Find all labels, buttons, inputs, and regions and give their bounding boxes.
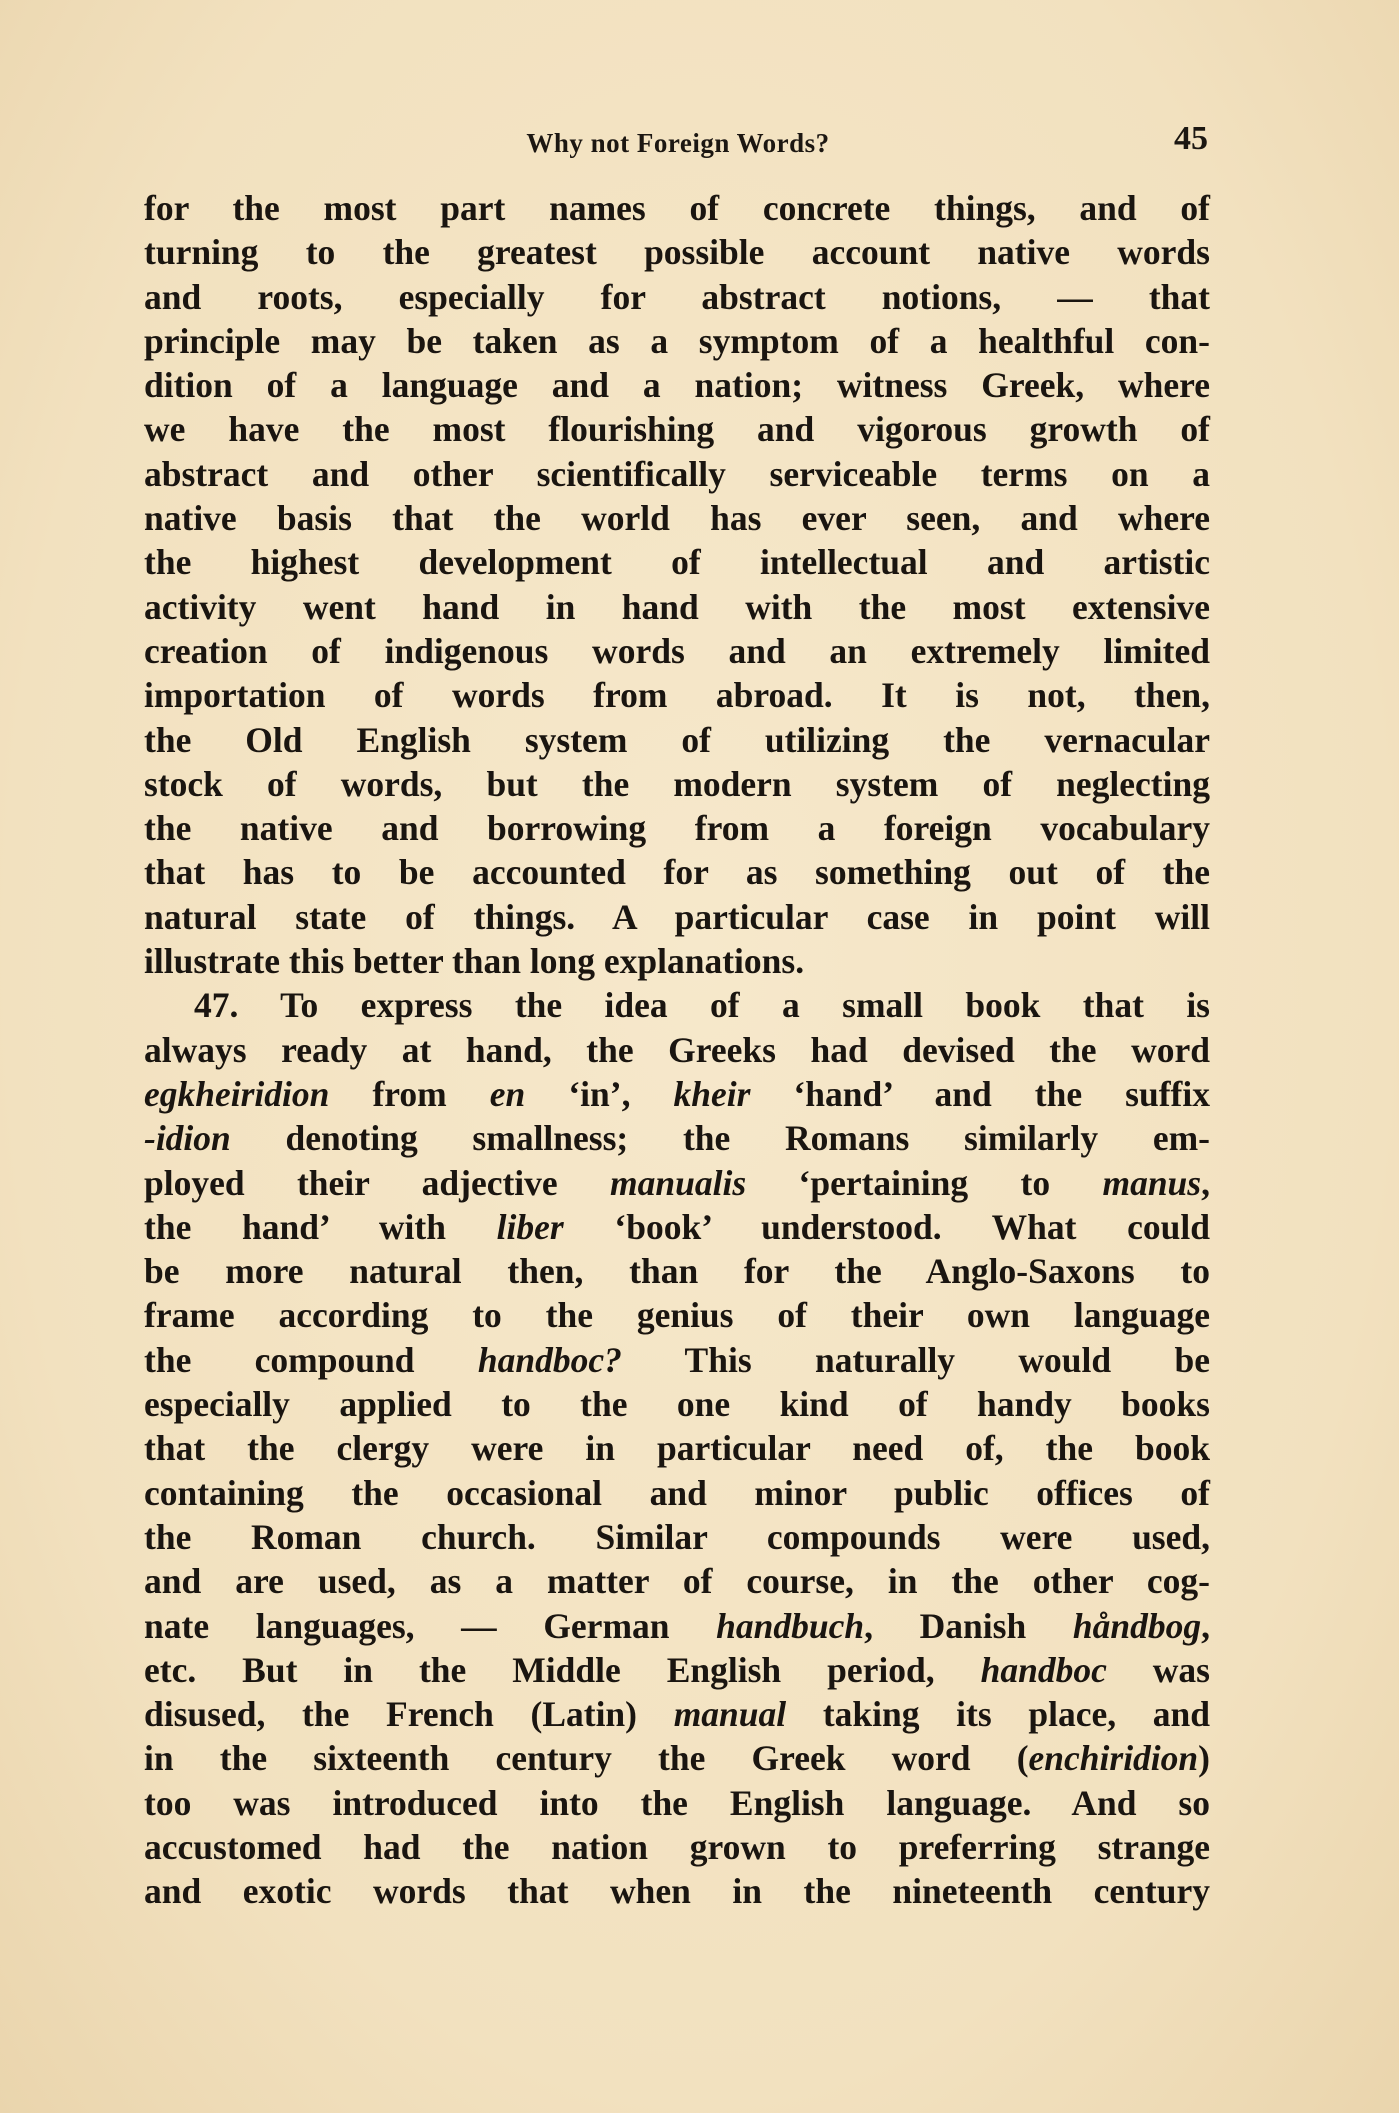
text-line: the hand’ with liber ‘book’ understood. What could xyxy=(144,1206,1210,1247)
text-line: in the sixteenth century the Greek word (enchiridion) xyxy=(144,1738,1210,1779)
text-line: native basis that the world has ever seen, and where xyxy=(144,498,1210,539)
text-line: the Old English system of utilizing the vernacular xyxy=(144,719,1210,760)
text-line: and exotic words that when in the nineteenth century xyxy=(144,1871,1210,1912)
text-line: the native and borrowing from a foreign vocabulary xyxy=(144,808,1210,849)
text-line: containing the occasional and minor public offices of xyxy=(144,1472,1210,1513)
text-line: accustomed had the nation grown to preferring strange xyxy=(144,1826,1210,1867)
text-line: turning to the greatest possible account native words xyxy=(144,232,1210,273)
text-line: creation of indigenous words and an extremely limited xyxy=(144,630,1210,671)
text-line: stock of words, but the modern system of neglecting xyxy=(144,763,1210,804)
body-text xyxy=(144,186,1210,1914)
text-line: frame according to the genius of their own language xyxy=(144,1295,1210,1336)
text-line: and are used, as a matter of course, in the other cog- xyxy=(144,1561,1210,1602)
text-line: principle may be taken as a symptom of a healthful con- xyxy=(144,320,1210,361)
text-line: we have the most flourishing and vigorous growth of xyxy=(144,409,1210,450)
text-line: ployed their adjective manualis ‘pertaining to manus, xyxy=(144,1162,1210,1203)
text-line: especially applied to the one kind of handy books xyxy=(144,1384,1210,1425)
text-line: dition of a language and a nation; witness Greek, where xyxy=(144,365,1210,406)
text-line: illustrate this better than long explanations. xyxy=(144,941,805,982)
running-head: Why not Foreign Words? xyxy=(526,128,830,158)
text-line: -idion denoting smallness; the Romans similarly em- xyxy=(144,1118,1210,1159)
text-line: importation of words from abroad. It is not, then, xyxy=(144,675,1210,716)
text-line: that has to be accounted for as something out of the xyxy=(144,852,1210,893)
text-line: and roots, especially for abstract notions, — that xyxy=(144,276,1210,317)
text-line: egkheiridion from en ‘in’, kheir ‘hand’ and the suffix xyxy=(144,1073,1210,1114)
page-header xyxy=(148,120,1208,170)
page-number: 45 xyxy=(1174,120,1208,157)
text-line: be more natural then, than for the Anglo-Saxons to xyxy=(144,1251,1210,1292)
text-line: too was introduced into the English language. And so xyxy=(144,1782,1210,1823)
text-line: the compound handboc? This naturally would be xyxy=(144,1339,1210,1380)
text-line: the Roman church. Similar compounds were used, xyxy=(144,1516,1210,1557)
text-line: abstract and other scientifically serviceable terms on a xyxy=(144,453,1210,494)
text-line: for the most part names of concrete things, and of xyxy=(144,188,1210,228)
text-line: etc. But in the Middle English period, handboc was xyxy=(144,1649,1210,1690)
text-line: that the clergy were in particular need of, the book xyxy=(144,1428,1210,1469)
text-line: activity went hand in hand with the most extensive xyxy=(144,586,1210,627)
section-47-first-line: 47. To express the idea of a small book that is xyxy=(194,985,1210,1026)
text-line: nate languages, — German handbuch, Danish håndbog, xyxy=(144,1605,1210,1646)
text-line: the highest development of intellectual and artistic xyxy=(144,542,1210,583)
text-line: disused, the French (Latin) manual taking its place, and xyxy=(144,1694,1211,1735)
text-line: always ready at hand, the Greeks had devised the word xyxy=(144,1029,1210,1070)
text-line: natural state of things. A particular case in point will xyxy=(144,896,1210,937)
